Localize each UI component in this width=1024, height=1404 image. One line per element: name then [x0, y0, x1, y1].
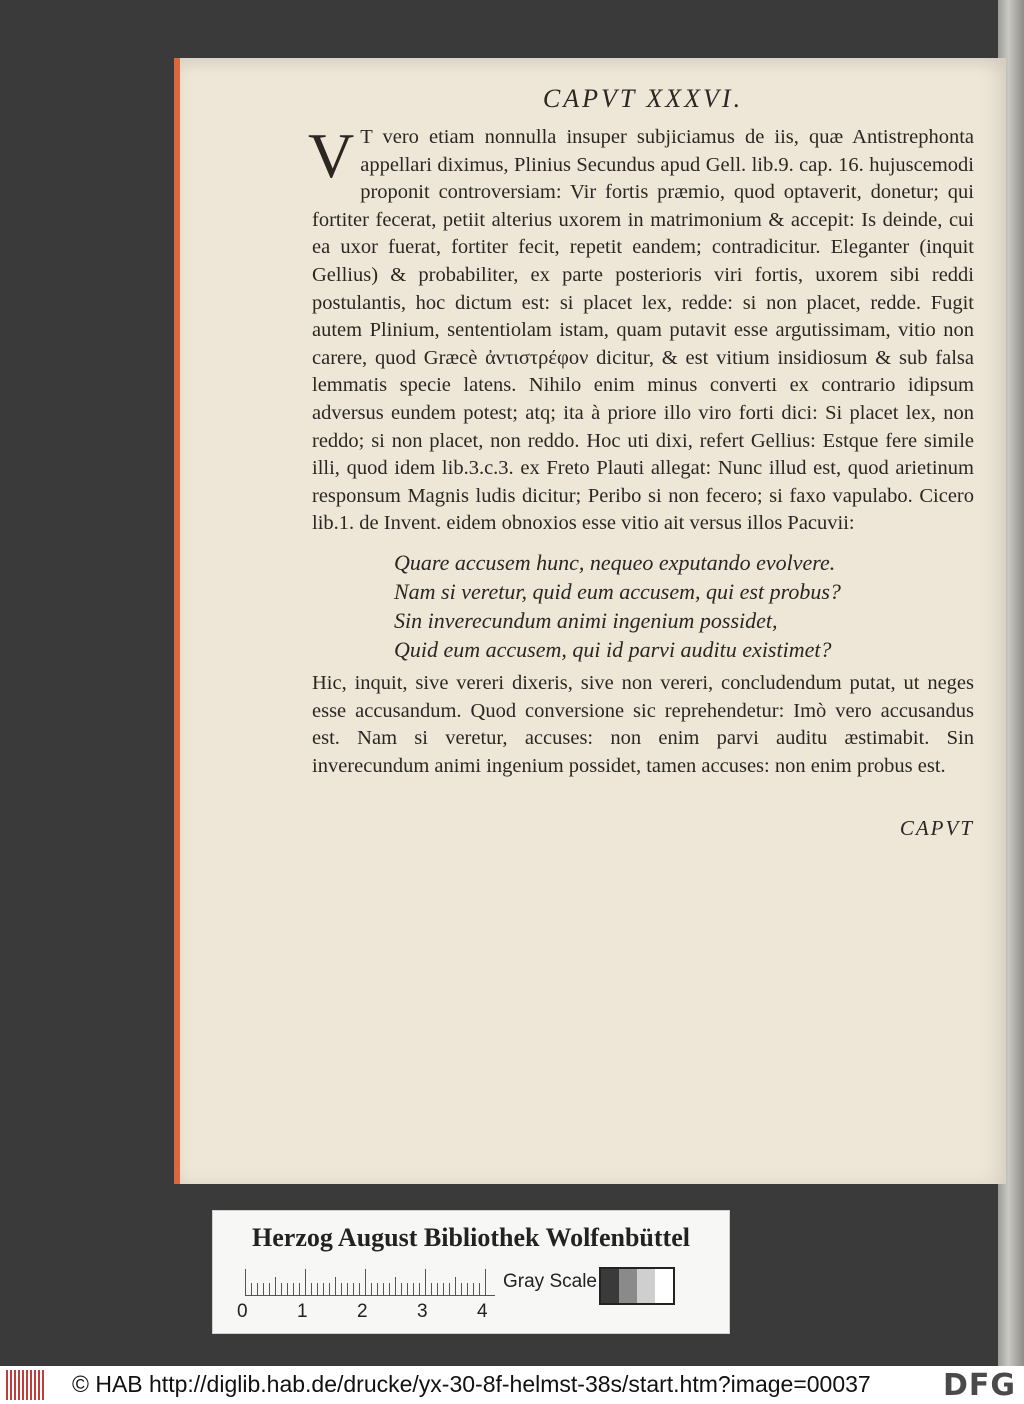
ruler-number: 1: [297, 1301, 308, 1322]
ruler-tick: [281, 1283, 282, 1295]
ruler-tick: [323, 1283, 324, 1295]
ruler-tick: [269, 1283, 270, 1295]
color-reference-card: [212, 1210, 730, 1334]
ruler-tick: [299, 1283, 300, 1295]
verse-line: Quare accusem hunc, nequeo exputando evolvere.: [394, 549, 836, 575]
ruler-tick: [305, 1269, 306, 1295]
running-head: CAPVT XXXVI.: [542, 84, 744, 113]
dfg-logo: DFG: [942, 1368, 1016, 1403]
ruler-tick: [371, 1283, 372, 1295]
gray-swatch: [637, 1269, 655, 1303]
ruler-tick: [377, 1283, 378, 1295]
ruler-tick: [437, 1283, 438, 1295]
ruler-tick: [329, 1283, 330, 1295]
paragraph-2: Hic, inquit, sive vereri dixeris, sive non vereri, concludendum putat, ut neges esse accusandum. Quod conversione sic reprehendetur: Imò vero accusandus est. Nam si veretur, accuses: non enim parvi auditu æstimabit. Sin inverecundum animi ingenium possidet, tamen accuses: non enim probus est.: [312, 671, 974, 777]
ruler-tick: [287, 1283, 288, 1295]
ruler-tick: [449, 1283, 450, 1295]
ruler-tick: [383, 1283, 384, 1295]
drop-capital: V: [308, 120, 355, 191]
ruler-number: 3: [417, 1301, 428, 1322]
ruler-tick: [479, 1283, 480, 1295]
verse-block: [394, 548, 974, 664]
footer-bar: [0, 1366, 1024, 1404]
ruler-tick: [359, 1283, 360, 1295]
ruler-tick: [257, 1283, 258, 1295]
gray-swatch: [619, 1269, 637, 1303]
ruler-number: 2: [357, 1301, 368, 1322]
ruler-tick: [389, 1283, 390, 1295]
ruler-tick: [401, 1283, 402, 1295]
gray-swatch: [655, 1269, 673, 1303]
page-text: [308, 84, 974, 841]
ruler-tick: [365, 1269, 366, 1295]
ruler-tick: [473, 1283, 474, 1295]
ruler-tick: [251, 1283, 252, 1295]
ruler-number: 4: [477, 1301, 488, 1322]
gray-scale-swatches: [599, 1267, 675, 1305]
ruler-tick: [317, 1283, 318, 1295]
ruler-tick: [419, 1283, 420, 1295]
ruler-tick: [395, 1277, 396, 1295]
verse-line: Nam si veretur, quid eum accusem, qui est probus?: [394, 578, 841, 604]
ruler-tick: [347, 1283, 348, 1295]
ruler-tick: [245, 1269, 246, 1295]
ruler-tick: [413, 1283, 414, 1295]
library-name: Herzog August Bibliothek Wolfenbüttel: [252, 1223, 690, 1252]
ruler-tick: [293, 1283, 294, 1295]
ruler-tick: [353, 1283, 354, 1295]
ruler-tick: [425, 1269, 426, 1295]
ruler-tick: [263, 1283, 264, 1295]
ruler-tick: [485, 1269, 486, 1295]
ruler-tick: [467, 1283, 468, 1295]
ruler-numbers: [237, 1301, 517, 1323]
ruler-tick: [335, 1277, 336, 1295]
paragraph-1: [308, 120, 974, 538]
gray-scale-label: Gray Scale: [503, 1271, 597, 1292]
verse-line: Sin inverecundum animi ingenium possidet,: [394, 607, 778, 633]
book-page: [174, 58, 1006, 1184]
ruler-tick: [461, 1283, 462, 1295]
ruler-tick: [275, 1277, 276, 1295]
ruler-tick: [455, 1277, 456, 1295]
ruler-tick: [341, 1283, 342, 1295]
ruler-tick: [407, 1283, 408, 1295]
gray-swatch: [601, 1269, 619, 1303]
barcode-icon: [6, 1370, 46, 1400]
catchword: CAPVT: [899, 816, 974, 841]
ruler-tick: [311, 1283, 312, 1295]
ruler-tick: [431, 1283, 432, 1295]
paragraph-1-text: T vero etiam nonnulla insuper subjiciamus de iis, quæ Antistrephonta appellari diximus, Plinius Secundus apud Gell. lib.9. cap. 16. hujuscemodi proponit controversiam: Vir fortis præmio, quod optaverit, donetur; qui fortiter fecerat, petiit alterius uxorem in matrimonium & accepit: Is deinde, cui ea uxor fuerat, fortiter fecit, repetit eandem; contradicitur. Eleganter (inquit Gellius) & probabiliter, ex parte posterioris viri fortis, uxorem sibi reddi postulantis, hoc dictum est: si placet lex, redde: si non placet, redde. Fugit autem Plinium, sententiolam istam, quam putavit esse argutissimam, vitio non carere, quod Græcè ἀντιστρέφον dicitur, & est vitium insidiosum & sub falsa lemmatis specie latens. Nihilo enim minus converti ex contrario idipsum adversus eundem potest; atq; ita à priore illo viro forti dici: Si placet lex, non reddo; si non placet, non reddo. Hoc uti dixi, refert Gellius: Estque fere simile illi, quod idem lib.3.c.3. ex Freto Plauti allegat: Nunc illud est, quod arietinum responsum Magnis ludis dicitur; Peribo si non fecero; si faxo vapulabo. Cicero lib.1. de Invent. eidem obnoxios esse vitio ait versus illos Pacuvii:: [312, 126, 974, 535]
footer-citation[interactable]: © HAB http://diglib.hab.de/drucke/yx-30-8f-helmst-38s/start.htm?image=00037: [72, 1371, 871, 1397]
ruler-number: 0: [237, 1301, 248, 1322]
verse-line: Quid eum accusem, qui id parvi auditu existimet?: [394, 636, 832, 662]
scale-ruler: [245, 1267, 495, 1296]
ruler-tick: [443, 1283, 444, 1295]
